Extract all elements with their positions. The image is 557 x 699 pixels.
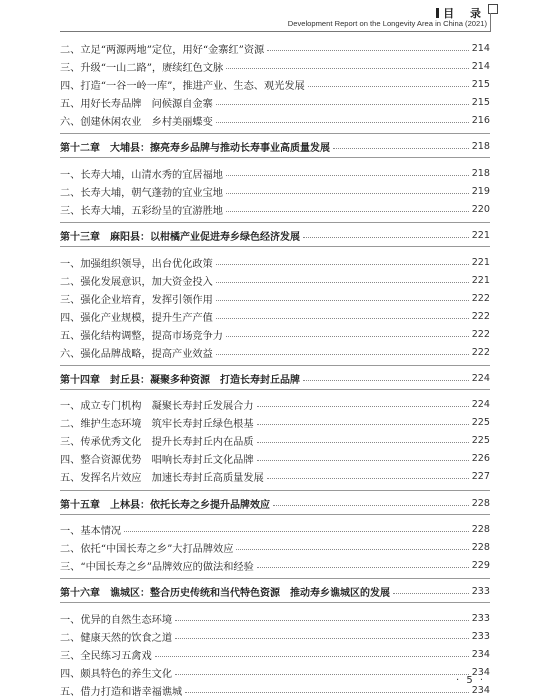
dot-leader	[226, 192, 469, 194]
toc-entry-page: 233	[471, 612, 490, 624]
toc-section-entry[interactable]	[60, 271, 490, 289]
toc-section-entry[interactable]	[60, 627, 490, 645]
toc-section-entry[interactable]	[60, 431, 490, 449]
toc-entry-title: 一、成立专门机构 凝聚长寿封丘发展合力	[60, 400, 254, 412]
dot-leader	[267, 49, 468, 51]
toc-chapter-entry[interactable]	[60, 369, 490, 387]
toc-section-entry[interactable]	[60, 111, 490, 129]
toc-entry-page: 222	[471, 310, 490, 322]
toc-section-entry[interactable]	[60, 325, 490, 343]
chapter-separator	[60, 246, 490, 247]
chapter-separator	[60, 222, 490, 223]
dot-leader	[303, 236, 469, 238]
toc-entry-page: 226	[471, 452, 490, 464]
toc-entry-title: 第十二章 大埔县：擦亮寿乡品牌与推动长寿事业高质量发展	[60, 142, 330, 154]
toc-entry-page: 233	[471, 585, 490, 597]
toc-entry-title: 五、借力打造和谐幸福谯城	[60, 686, 183, 698]
toc-section-entry[interactable]	[60, 681, 490, 699]
dot-leader	[216, 263, 469, 265]
dot-leader	[393, 592, 469, 594]
toc-chapter-entry[interactable]	[60, 226, 490, 244]
toc-entry-page: 221	[471, 274, 490, 286]
toc-entry-title: 二、长寿大埔，朝气蓬勃的宜业宝地	[60, 187, 223, 199]
toc-entry-page: 222	[471, 346, 490, 358]
toc-entry-page: 222	[471, 328, 490, 340]
toc-entry-title: 第十三章 麻阳县：以柑橘产业促进寿乡绿色经济发展	[60, 231, 300, 243]
toc-entry-title: 三、“中国长寿之乡”品牌效应的做法和经验	[60, 561, 254, 573]
dot-leader	[216, 103, 469, 105]
toc-entry-title: 二、立足“两源两地”定位，用好“金寨红”资源	[60, 44, 265, 56]
dot-leader	[257, 566, 469, 568]
toc-entry-title: 三、传承优秀文化 提升长寿封丘内在品质	[60, 436, 254, 448]
chapter-separator	[60, 490, 490, 491]
toc-entry-title: 一、基本情况	[60, 525, 122, 537]
toc-entry-page: 221	[471, 229, 490, 241]
toc-section-entry[interactable]	[60, 75, 490, 93]
header-mark-icon	[436, 8, 439, 18]
toc-entry-title: 三、升级“一山二路”，赓续红色文脉	[60, 62, 224, 74]
toc-entry-title: 六、创建休闲农业 乡村美丽蝶变	[60, 116, 213, 128]
toc-section-entry[interactable]	[60, 413, 490, 431]
toc-section-entry[interactable]	[60, 467, 490, 485]
toc-entry-page: 227	[471, 470, 490, 482]
toc-entry-title: 一、优异的自然生态环境	[60, 614, 173, 626]
toc-section-entry[interactable]	[60, 609, 490, 627]
toc-entry-page: 216	[471, 114, 490, 126]
toc-entry-page: 228	[471, 497, 490, 509]
dot-leader	[267, 477, 469, 479]
toc-entry-page: 214	[471, 42, 490, 54]
toc-entry-title: 四、强化产业规模，提升生产产值	[60, 312, 213, 324]
dot-leader	[226, 174, 469, 176]
dot-leader	[216, 299, 469, 301]
toc-entry-page: 224	[471, 372, 490, 384]
toc-entry-page: 234	[471, 648, 490, 660]
toc-entry-title: 一、加强组织领导，出台优化政策	[60, 258, 213, 270]
toc-entry-title: 二、强化发展意识，加大资金投入	[60, 276, 213, 288]
toc-entry-page: 215	[471, 96, 490, 108]
toc-section-entry[interactable]	[60, 556, 490, 574]
toc-entry-title: 二、依托“中国长寿之乡”大打品牌效应	[60, 543, 234, 555]
toc-entry-page: 228	[471, 541, 490, 553]
toc-section-entry[interactable]	[60, 289, 490, 307]
toc-entry-page: 224	[471, 398, 490, 410]
toc-chapter-entry[interactable]	[60, 494, 490, 512]
dot-leader	[257, 423, 469, 425]
toc-section-entry[interactable]	[60, 663, 490, 681]
toc-entry-title: 六、强化品牌战略，提高产业效益	[60, 348, 213, 360]
toc-entry-title: 五、强化结构调整，提高市场竞争力	[60, 330, 223, 342]
header-vertical-rule	[490, 13, 491, 31]
toc-entry-page: 221	[471, 256, 490, 268]
toc-entry-page: 234	[471, 666, 490, 678]
toc-section-entry[interactable]	[60, 57, 490, 75]
toc-section-entry[interactable]	[60, 343, 490, 361]
chapter-separator	[60, 514, 490, 515]
header-subtitle: Development Report on the Longevity Area in China (2021)	[287, 19, 487, 28]
toc-entry-title: 第十五章 上林县：依托长寿之乡提升品牌效应	[60, 499, 270, 511]
dot-leader	[216, 281, 469, 283]
dot-leader	[185, 691, 468, 693]
toc-section-entry[interactable]	[60, 253, 490, 271]
chapter-separator	[60, 365, 490, 366]
chapter-separator	[60, 602, 490, 603]
toc-chapter-entry[interactable]	[60, 582, 490, 600]
toc-entry-page: 215	[471, 78, 490, 90]
toc-entry-title: 第十四章 封丘县：凝聚多种资源 打造长寿封丘品牌	[60, 374, 300, 386]
chapter-separator	[60, 133, 490, 134]
toc-entry-title: 三、长寿大埔，五彩纷呈的宜游胜地	[60, 205, 223, 217]
toc-section-entry[interactable]	[60, 538, 490, 556]
dot-leader	[257, 441, 469, 443]
toc-section-entry[interactable]	[60, 395, 490, 413]
dot-leader	[226, 210, 469, 212]
toc-entry-title: 二、维护生态环境 筑牢长寿封丘绿色根基	[60, 418, 254, 430]
running-header	[0, 2, 557, 34]
toc-entry-page: 219	[471, 185, 490, 197]
dot-leader	[273, 504, 469, 506]
toc-entry-page: 214	[471, 60, 490, 72]
toc-entry-page: 220	[471, 203, 490, 215]
header-rule	[60, 31, 491, 32]
toc-entry-title: 四、打造“一谷一岭一库”，推进产业、生态、观光发展	[60, 80, 305, 92]
toc-entry-title: 三、强化企业培育，发挥引领作用	[60, 294, 213, 306]
toc-entry-page: 225	[471, 416, 490, 428]
toc-entry-page: 229	[471, 559, 490, 571]
dot-leader	[226, 335, 469, 337]
chapter-separator	[60, 578, 490, 579]
toc-entry-title: 三、全民练习五禽戏	[60, 650, 152, 662]
toc-section-entry[interactable]	[60, 520, 490, 538]
toc-entry-title: 第十六章 谯城区：整合历史传统和当代特色资源 推动寿乡谯城区的发展	[60, 587, 390, 599]
dot-leader	[175, 637, 469, 639]
toc-entry-title: 五、发挥名片效应 加速长寿封丘高质量发展	[60, 472, 264, 484]
dot-leader	[175, 619, 469, 621]
dot-leader	[216, 353, 469, 355]
toc-entry-title: 四、颇具特色的养生文化	[60, 668, 173, 680]
toc-entry-page: 228	[471, 523, 490, 535]
toc-entry-title: 五、用好长寿品牌 问候源自金寨	[60, 98, 213, 110]
toc-entry-page: 233	[471, 630, 490, 642]
toc-section-entry[interactable]	[60, 39, 490, 57]
toc-entry-title: 一、长寿大埔，山清水秀的宜居福地	[60, 169, 223, 181]
chapter-separator	[60, 389, 490, 390]
toc-section-entry[interactable]	[60, 93, 490, 111]
chapter-separator	[60, 157, 490, 158]
toc-section-entry[interactable]	[60, 449, 490, 467]
toc-entry-page: 218	[471, 140, 490, 152]
toc-section-entry[interactable]	[60, 182, 490, 200]
dot-leader	[257, 459, 469, 461]
dot-leader	[226, 67, 468, 69]
toc-section-entry[interactable]	[60, 164, 490, 182]
header-title-text: 目 录	[443, 7, 487, 20]
toc-entry-title: 二、健康天然的饮食之道	[60, 632, 173, 644]
dot-leader	[216, 121, 469, 123]
toc-section-entry[interactable]	[60, 200, 490, 218]
dot-leader	[257, 405, 469, 407]
dot-leader	[333, 147, 469, 149]
toc-entry-page: 225	[471, 434, 490, 446]
dot-leader	[236, 548, 468, 550]
dot-leader	[308, 85, 469, 87]
toc-section-entry[interactable]	[60, 645, 490, 663]
toc-entry-page: 234	[471, 684, 490, 696]
dot-leader	[155, 655, 469, 657]
toc-entry-page: 218	[471, 167, 490, 179]
toc-entry-title: 四、整合资源优势 唱响长寿封丘文化品牌	[60, 454, 254, 466]
toc-section-entry[interactable]	[60, 307, 490, 325]
dot-leader	[216, 317, 469, 319]
dot-leader	[124, 530, 469, 532]
dot-leader	[303, 379, 469, 381]
page-number: · 5 ·	[456, 675, 486, 686]
toc-chapter-entry[interactable]	[60, 137, 490, 155]
toc-entry-page: 222	[471, 292, 490, 304]
dot-leader	[175, 673, 469, 675]
